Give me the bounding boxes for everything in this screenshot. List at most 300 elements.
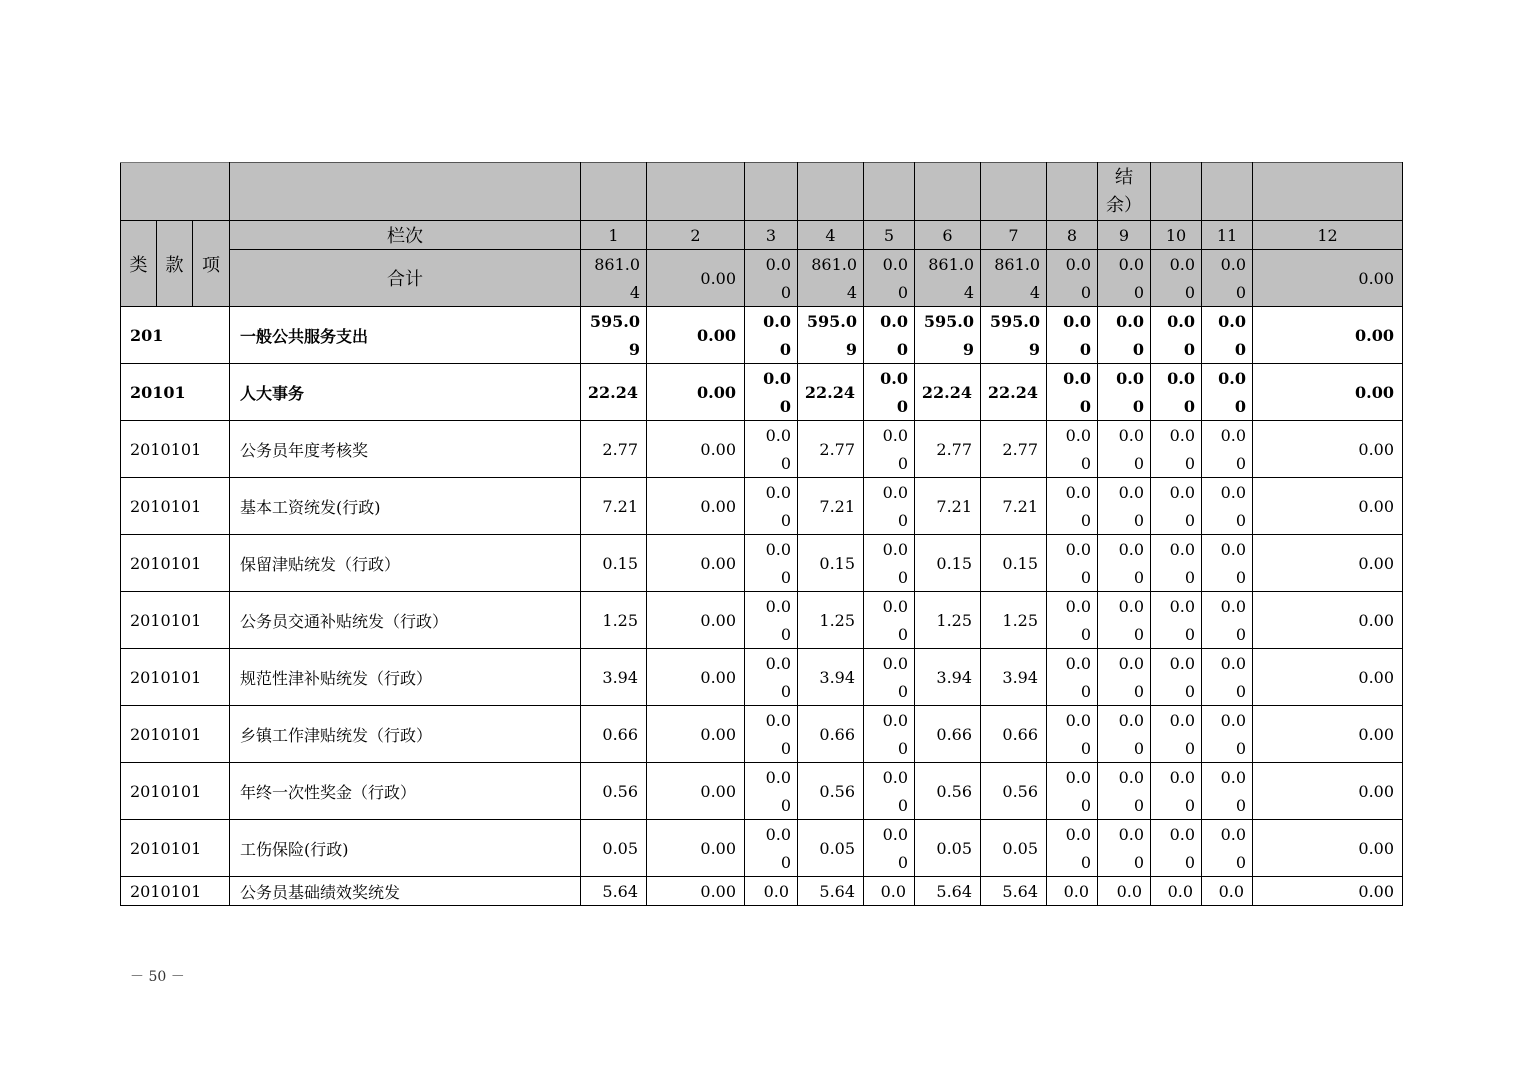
value-cell: [1151, 592, 1202, 649]
value-line-2: 4: [963, 283, 975, 302]
table-row: [121, 421, 1403, 478]
subject-code: 2010101: [121, 478, 230, 535]
value-line-2: 0: [1080, 739, 1092, 758]
value-cell: 5.64: [915, 877, 981, 906]
value-cell: [864, 820, 915, 877]
value-line-2: 0: [1133, 625, 1145, 644]
header-top-row: [121, 163, 1403, 221]
value-line-2: 0: [1235, 853, 1247, 872]
subject-code: 2010101: [121, 535, 230, 592]
header-cell: [1047, 163, 1098, 221]
value-line-2: 0: [897, 454, 909, 473]
value-cell: 0.00: [1253, 763, 1403, 820]
value-cell: 2.77: [798, 421, 864, 478]
value-line-1: 0.0: [1118, 654, 1145, 673]
value-line-1: 0.0: [1118, 825, 1145, 844]
value-line-1: 0.0: [765, 597, 792, 616]
value-line-2: 0: [780, 682, 792, 701]
value-cell: 0.00: [647, 421, 745, 478]
value-line-2: 0: [1184, 454, 1196, 473]
value-line-1: 0.0: [1220, 597, 1247, 616]
value-line-1: 0.0: [765, 426, 792, 445]
col-number: 6: [915, 221, 981, 250]
table-row: [121, 820, 1403, 877]
value-cell: 5.64: [798, 877, 864, 906]
value-line-2: 0: [897, 568, 909, 587]
value-cell: 0.05: [981, 820, 1047, 877]
value-cell: 3.94: [915, 649, 981, 706]
value-cell: [745, 421, 798, 478]
header-cell: [864, 163, 915, 221]
value-line-1: 0.0: [882, 483, 909, 502]
value-line-2: 0: [1080, 796, 1092, 815]
value-cell: [1098, 364, 1151, 421]
value-cell: 0.00: [647, 877, 745, 906]
value-line-2: 0: [897, 796, 909, 815]
subject-name: 保留津贴统发（行政）: [230, 535, 581, 592]
value-cell: [1047, 250, 1098, 307]
value-line-2: 0: [1133, 511, 1145, 530]
col-number: 10: [1151, 221, 1202, 250]
value-line-1: 0.0: [882, 825, 909, 844]
value-cell: [1151, 478, 1202, 535]
value-cell: 0.00: [647, 250, 745, 307]
value-cell: 0.00: [647, 364, 745, 421]
subject-name: 公务员基础绩效奖统发: [230, 877, 581, 906]
value-line-2: 0: [897, 283, 909, 302]
value-cell: [864, 649, 915, 706]
subject-name: 规范性津补贴统发（行政）: [230, 649, 581, 706]
value-line-1: 0.0: [1118, 540, 1145, 559]
value-line-2: 0: [780, 283, 792, 302]
value-line-1: 861.0: [811, 255, 858, 274]
value-cell: 7.21: [581, 478, 647, 535]
value-cell: 0.00: [1253, 649, 1403, 706]
value-cell: [1047, 421, 1098, 478]
value-cell: 0.00: [1253, 820, 1403, 877]
value-line-1: 0.0: [1065, 711, 1092, 730]
header-cell: [981, 163, 1047, 221]
value-cell: 7.21: [798, 478, 864, 535]
col-number: 3: [745, 221, 798, 250]
subject-name: 年终一次性奖金（行政）: [230, 763, 581, 820]
header-cell: [1151, 163, 1202, 221]
value-cell: [745, 307, 798, 364]
value-cell: 0.00: [1253, 250, 1403, 307]
value-cell: [1151, 649, 1202, 706]
value-cell: [1098, 649, 1151, 706]
value-line-1: 595.0: [923, 312, 975, 331]
table-row: [121, 649, 1403, 706]
value-line-1: 0.0: [1065, 654, 1092, 673]
value-line-1: 0.0: [1065, 426, 1092, 445]
value-line-1: 0.0: [1220, 483, 1247, 502]
subject-code: 2010101: [121, 421, 230, 478]
value-cell: [864, 250, 915, 307]
value-line-2: 4: [1029, 283, 1041, 302]
col-number: 1: [581, 221, 647, 250]
value-line-2: 0: [1235, 283, 1247, 302]
value-line-2: 0: [1235, 454, 1247, 473]
lanci-label: 栏次: [230, 221, 581, 250]
value-line-2: 0: [1184, 796, 1196, 815]
table-row: [121, 877, 1403, 906]
table-row: [121, 592, 1403, 649]
value-cell: [1202, 535, 1253, 592]
value-line-2: 0: [1079, 397, 1092, 416]
value-cell: 0.56: [581, 763, 647, 820]
value-line-1: 0.0: [1169, 540, 1196, 559]
header-cell: [798, 163, 864, 221]
subject-name: 一般公共服务支出: [230, 307, 581, 364]
value-line-1: 0.0: [1118, 597, 1145, 616]
value-line-2: 0: [896, 397, 909, 416]
header-cell: [915, 163, 981, 221]
value-cell: [1202, 250, 1253, 307]
col-number: 11: [1202, 221, 1253, 250]
value-line-2: 0: [1133, 283, 1145, 302]
value-cell: [1202, 820, 1253, 877]
value-line-2: 9: [628, 340, 641, 359]
value-cell: 0.15: [798, 535, 864, 592]
page-number: － 50 －: [130, 969, 185, 985]
value-cell: [1047, 364, 1098, 421]
value-cell: 1.25: [915, 592, 981, 649]
value-cell: 0.15: [981, 535, 1047, 592]
value-cell: [1151, 535, 1202, 592]
value-cell: 0.56: [981, 763, 1047, 820]
value-cell: [581, 307, 647, 364]
subject-code: 2010101: [121, 649, 230, 706]
value-line-2: 0: [897, 853, 909, 872]
table-row: [121, 763, 1403, 820]
value-line-1: 0.0: [1116, 369, 1145, 388]
value-cell: 22.24: [798, 364, 864, 421]
value-line-2: 0: [1184, 853, 1196, 872]
subject-code: 2010101: [121, 763, 230, 820]
value-cell: 0.00: [1253, 421, 1403, 478]
value-cell: 0.0: [745, 877, 798, 906]
budget-table-container: [120, 162, 1403, 906]
value-cell: 7.21: [915, 478, 981, 535]
value-cell: [745, 250, 798, 307]
value-line-1: 595.0: [806, 312, 858, 331]
value-line-2: 0: [1235, 625, 1247, 644]
value-line-1: 0.0: [1065, 768, 1092, 787]
jieyu-line-1: 结: [1115, 166, 1134, 188]
value-line-2: 0: [780, 796, 792, 815]
value-line-2: 0: [1184, 283, 1196, 302]
lei-header: 类: [121, 221, 157, 307]
value-line-1: 0.0: [1169, 597, 1196, 616]
value-cell: [1151, 421, 1202, 478]
value-cell: [1202, 649, 1253, 706]
value-line-2: 0: [897, 511, 909, 530]
header-cell: [581, 163, 647, 221]
table-row: [121, 706, 1403, 763]
value-line-1: 0.0: [1169, 426, 1196, 445]
value-line-2: 0: [1234, 397, 1247, 416]
value-cell: 0.00: [647, 706, 745, 763]
value-cell: [864, 364, 915, 421]
value-line-2: 0: [1079, 340, 1092, 359]
value-line-2: 0: [897, 739, 909, 758]
value-line-1: 0.0: [1220, 711, 1247, 730]
value-line-2: 0: [780, 853, 792, 872]
subject-code: 2010101: [121, 877, 230, 906]
value-cell: [1202, 592, 1253, 649]
value-cell: [1202, 364, 1253, 421]
value-cell: 0.66: [581, 706, 647, 763]
value-cell: [1098, 307, 1151, 364]
value-line-1: 595.0: [589, 312, 641, 331]
value-line-1: 0.0: [1063, 312, 1092, 331]
value-line-1: 595.0: [989, 312, 1041, 331]
value-cell: 1.25: [981, 592, 1047, 649]
value-cell: [864, 592, 915, 649]
value-cell: [1098, 421, 1151, 478]
value-line-2: 0: [1184, 625, 1196, 644]
header-cell: [745, 163, 798, 221]
value-line-2: 0: [1184, 568, 1196, 587]
value-line-1: 0.0: [880, 312, 909, 331]
value-line-2: 0: [1133, 796, 1145, 815]
value-cell: [745, 364, 798, 421]
value-line-1: 0.0: [880, 369, 909, 388]
value-cell: [1098, 592, 1151, 649]
value-cell: [915, 250, 981, 307]
value-line-1: 0.0: [882, 768, 909, 787]
value-line-1: 0.0: [1220, 540, 1247, 559]
value-cell: 22.24: [981, 364, 1047, 421]
value-cell: [1098, 250, 1151, 307]
value-cell: 0.66: [798, 706, 864, 763]
value-cell: 1.25: [798, 592, 864, 649]
value-cell: 0.66: [981, 706, 1047, 763]
value-cell: 0.00: [647, 820, 745, 877]
col-number: 8: [1047, 221, 1098, 250]
value-line-2: 9: [962, 340, 975, 359]
value-line-2: 0: [780, 454, 792, 473]
value-cell: [745, 649, 798, 706]
value-line-1: 0.0: [1220, 654, 1247, 673]
value-line-1: 861.0: [594, 255, 641, 274]
value-line-1: 0.0: [1218, 312, 1247, 331]
value-cell: 0.00: [1253, 877, 1403, 906]
value-line-1: 0.0: [1169, 825, 1196, 844]
value-line-2: 0: [1132, 397, 1145, 416]
value-cell: 0.56: [798, 763, 864, 820]
value-line-1: 0.0: [1220, 426, 1247, 445]
value-line-2: 0: [1184, 682, 1196, 701]
value-line-1: 0.0: [882, 255, 909, 274]
value-cell: [745, 763, 798, 820]
value-cell: [1047, 478, 1098, 535]
value-line-2: 0: [1133, 682, 1145, 701]
value-line-1: 0.0: [765, 768, 792, 787]
value-cell: [1202, 421, 1253, 478]
subject-code: 2010101: [121, 592, 230, 649]
value-cell: [981, 307, 1047, 364]
header-cell: [121, 163, 230, 221]
value-cell: [1151, 250, 1202, 307]
value-cell: 0.05: [798, 820, 864, 877]
value-cell: 0.00: [647, 649, 745, 706]
value-cell: [864, 763, 915, 820]
col-number: 7: [981, 221, 1047, 250]
total-row: [121, 250, 1403, 307]
value-cell: [864, 706, 915, 763]
value-line-1: 0.0: [765, 255, 792, 274]
value-cell: 0.00: [1253, 307, 1403, 364]
value-line-2: 0: [780, 568, 792, 587]
value-line-1: 0.0: [1218, 369, 1247, 388]
value-cell: 2.77: [581, 421, 647, 478]
value-cell: [1098, 478, 1151, 535]
subject-name: 工伤保险(行政): [230, 820, 581, 877]
value-line-2: 9: [1028, 340, 1041, 359]
value-cell: [915, 307, 981, 364]
value-cell: 0.15: [581, 535, 647, 592]
value-cell: 0.0: [1098, 877, 1151, 906]
value-line-2: 0: [1133, 853, 1145, 872]
value-cell: 0.0: [1047, 877, 1098, 906]
col-number: 5: [864, 221, 915, 250]
value-line-2: 0: [897, 625, 909, 644]
value-cell: 2.77: [981, 421, 1047, 478]
value-cell: 5.64: [981, 877, 1047, 906]
value-cell: [1202, 763, 1253, 820]
value-cell: 3.94: [798, 649, 864, 706]
subject-code: 201: [121, 307, 230, 364]
table-row: [121, 364, 1403, 421]
value-line-2: 0: [1080, 283, 1092, 302]
subject-code: 2010101: [121, 706, 230, 763]
value-line-1: 0.0: [763, 369, 792, 388]
value-cell: 0.0: [1202, 877, 1253, 906]
value-line-1: 0.0: [1065, 540, 1092, 559]
header-cell: [647, 163, 745, 221]
value-line-1: 0.0: [882, 654, 909, 673]
value-line-1: 0.0: [765, 483, 792, 502]
col-number: 4: [798, 221, 864, 250]
value-line-2: 0: [1133, 568, 1145, 587]
value-line-1: 0.0: [1065, 825, 1092, 844]
value-cell: [1047, 592, 1098, 649]
value-cell: [1151, 763, 1202, 820]
col-number: 9: [1098, 221, 1151, 250]
value-line-1: 0.0: [1118, 768, 1145, 787]
value-cell: [1151, 307, 1202, 364]
value-line-2: 0: [1184, 511, 1196, 530]
value-line-2: 0: [780, 511, 792, 530]
value-cell: 0.00: [647, 535, 745, 592]
value-line-1: 0.0: [1118, 711, 1145, 730]
value-line-1: 0.0: [1169, 483, 1196, 502]
table-row: [121, 478, 1403, 535]
value-cell: [745, 820, 798, 877]
value-line-2: 0: [1234, 340, 1247, 359]
value-cell: 0.56: [915, 763, 981, 820]
value-line-2: 0: [1133, 739, 1145, 758]
value-line-1: 0.0: [1169, 255, 1196, 274]
value-line-2: 0: [1080, 454, 1092, 473]
value-cell: 0.00: [1253, 535, 1403, 592]
value-cell: 0.00: [647, 307, 745, 364]
value-cell: [798, 307, 864, 364]
value-cell: [1202, 307, 1253, 364]
value-cell: 0.00: [1253, 592, 1403, 649]
value-line-2: 4: [629, 283, 641, 302]
value-cell: [981, 250, 1047, 307]
value-line-1: 0.0: [1116, 312, 1145, 331]
value-line-2: 0: [1133, 454, 1145, 473]
value-line-2: 0: [897, 682, 909, 701]
value-cell: [864, 307, 915, 364]
value-cell: 0.00: [1253, 364, 1403, 421]
value-cell: 7.21: [981, 478, 1047, 535]
header-cell: [230, 163, 581, 221]
value-cell: [1047, 763, 1098, 820]
total-label: 合计: [230, 250, 581, 307]
value-line-1: 0.0: [1063, 369, 1092, 388]
value-cell: [1047, 307, 1098, 364]
value-cell: [1098, 535, 1151, 592]
value-line-2: 0: [1183, 340, 1196, 359]
value-line-2: 0: [1235, 511, 1247, 530]
value-cell: 0.15: [915, 535, 981, 592]
value-line-2: 0: [780, 739, 792, 758]
value-line-1: 0.0: [765, 711, 792, 730]
value-cell: [745, 592, 798, 649]
value-cell: 0.05: [581, 820, 647, 877]
value-cell: [1047, 649, 1098, 706]
table-row: [121, 535, 1403, 592]
value-line-2: 0: [1132, 340, 1145, 359]
value-cell: [1151, 364, 1202, 421]
value-line-2: 0: [780, 625, 792, 644]
value-cell: 0.00: [647, 763, 745, 820]
value-line-1: 0.0: [1167, 369, 1196, 388]
subject-name: 乡镇工作津贴统发（行政）: [230, 706, 581, 763]
value-cell: [1047, 820, 1098, 877]
header-cell-jieyu: [1098, 163, 1151, 221]
value-cell: [1047, 535, 1098, 592]
value-line-1: 0.0: [1167, 312, 1196, 331]
value-cell: [1151, 820, 1202, 877]
subject-name: 基本工资统发(行政): [230, 478, 581, 535]
value-cell: 22.24: [915, 364, 981, 421]
value-line-1: 0.0: [1065, 255, 1092, 274]
value-cell: 3.94: [981, 649, 1047, 706]
value-line-1: 0.0: [765, 825, 792, 844]
value-cell: 5.64: [581, 877, 647, 906]
value-line-1: 0.0: [882, 540, 909, 559]
value-line-2: 0: [1080, 625, 1092, 644]
value-cell: [745, 706, 798, 763]
col-number: 2: [647, 221, 745, 250]
value-cell: 0.00: [1253, 706, 1403, 763]
header-cell: [1253, 163, 1403, 221]
value-cell: [1047, 706, 1098, 763]
value-cell: [1098, 706, 1151, 763]
subject-name: 公务员年度考核奖: [230, 421, 581, 478]
value-cell: [798, 250, 864, 307]
value-line-2: 0: [1080, 568, 1092, 587]
value-line-2: 0: [1183, 397, 1196, 416]
value-cell: [581, 250, 647, 307]
subject-name: 人大事务: [230, 364, 581, 421]
